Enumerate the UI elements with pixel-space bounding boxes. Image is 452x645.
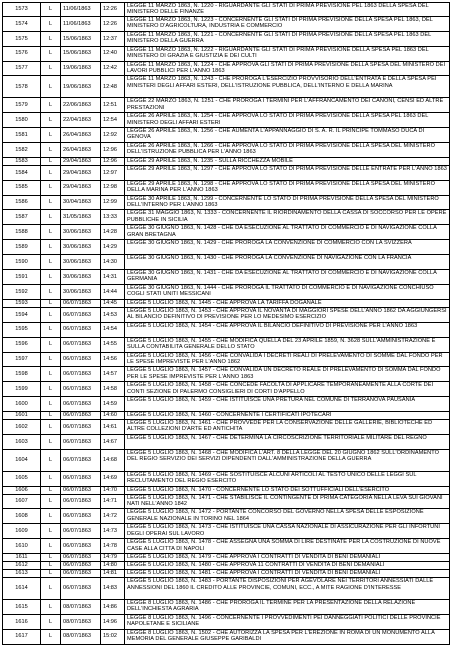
record-title: LEGGE 11 MARZO 1863, N. 1222 - RIGUARDANTE GLI STATI DI PRIMA PREVISIONE DELLA SPESA PEL 1863 DEL MINISTERO DI GRAZIA E GIUSTIZIA E DEI CULTI — [127, 46, 429, 60]
table-row — [2, 509, 450, 524]
record-type: L — [41, 17, 61, 31]
record-type: L — [41, 367, 61, 381]
record-number: 1613 — [3, 570, 41, 577]
record-date: 06/07/1863 — [61, 382, 101, 396]
record-code: 14:58 — [101, 382, 125, 396]
record-date: 06/07/1863 — [61, 367, 101, 381]
record-date: 06/07/1863 — [61, 562, 101, 569]
record-date: 06/07/1863 — [61, 397, 101, 411]
record-code: 14:59 — [101, 397, 125, 411]
table-row — [2, 240, 450, 255]
record-type: L — [41, 76, 61, 97]
record-code: 12:42 — [101, 62, 125, 76]
record-date: 06/07/1863 — [61, 578, 101, 599]
record-date: 29/04/1863 — [61, 166, 101, 180]
record-type: L — [41, 539, 61, 553]
record-number: 1616 — [3, 615, 41, 629]
record-number: 1591 — [3, 270, 41, 284]
table-row — [2, 196, 450, 211]
table-row — [2, 487, 450, 495]
record-date: 30/06/1863 — [61, 225, 101, 239]
record-date: 11/06/1863 — [61, 17, 101, 31]
record-number: 1588 — [3, 225, 41, 239]
record-title: LEGGE 29 APRILE 1863, N. 1297 - CHE APPROVA LO STATO DI PRIMA PREVISIONE DELLE ENTRATE PER L'ANNO 1863 — [127, 165, 447, 172]
record-number: 1610 — [3, 539, 41, 553]
record-date: 06/07/1863 — [61, 420, 101, 434]
table-row — [2, 76, 450, 98]
record-code: 12:40 — [101, 47, 125, 61]
record-type: L — [41, 240, 61, 254]
table-row — [2, 255, 450, 270]
table-row — [2, 562, 450, 570]
record-type: L — [41, 143, 61, 157]
table-row — [2, 382, 450, 397]
record-title: LEGGE 30 GIUGNO 1863, N. 1430 - CHE PROROGA LA CONVENZIONE DI NAVIGAZIONE CON LA FRANCIA — [127, 255, 412, 262]
table-row — [2, 62, 450, 77]
record-number: 1573 — [3, 3, 41, 16]
record-type: L — [41, 113, 61, 127]
table-row — [2, 554, 450, 562]
table-row — [2, 181, 450, 196]
record-type: L — [41, 210, 61, 224]
record-date: 19/06/1863 — [61, 62, 101, 76]
record-number: 1577 — [3, 62, 41, 76]
record-code: 12:48 — [101, 76, 125, 97]
record-code: 12:51 — [101, 98, 125, 112]
record-type: L — [41, 98, 61, 112]
record-type: L — [41, 3, 61, 16]
record-date: 06/07/1863 — [61, 509, 101, 523]
record-type: L — [41, 300, 61, 307]
record-date: 11/06/1863 — [61, 3, 101, 16]
record-date: 26/04/1863 — [61, 128, 101, 142]
record-title: LEGGE 26 APRILE 1863, N. 1266 - CHE APPROVA LO STATO DI PRIMA PREVISIONE DELLA SPESA DEL MINISTERO DELL'ISTRUZIONE PUBBLICA PER L'ANNO 1863 — [127, 142, 436, 156]
record-title: LEGGE 5 LUGLIO 1863, N. 1483 - PORTANTE DISPOSIZIONI PER AGEVOLARE NEI TERRITORI ANNESSIATI DALLE ANNESSIONI DEL 1860 IL CREDITO ALLE PROVINCIE, COMUNI, ECC., A MITE RAGIONE D'INTERESSE — [127, 578, 434, 591]
record-type: L — [41, 196, 61, 210]
record-type: L — [41, 225, 61, 239]
record-code: 14:54 — [101, 323, 125, 337]
table-row — [2, 300, 450, 308]
record-number: 1602 — [3, 420, 41, 434]
record-date: 31/05/1863 — [61, 210, 101, 224]
record-code: 13:33 — [101, 210, 125, 224]
record-title: LEGGE 8 LUGLIO 1863, N. 1486 - CHE PROROGA IL TERMINE PER LA PRESENTAZIONE DELLA RELAZIONE DELL'INCHIESTA AGRARIA — [127, 599, 416, 613]
record-code: 14:44 — [101, 285, 125, 299]
record-number: 1575 — [3, 32, 41, 46]
record-number: 1593 — [3, 300, 41, 307]
record-number: 1612 — [3, 562, 41, 569]
record-title: LEGGE 30 GIUGNO 1863, N. 1444 - CHE PROROGA IL TRATTATO DI COMMERCIO E DI NAVIGAZIONE CONCHIUSO COGLI STATI UNITI MESSICANI — [127, 284, 434, 298]
record-type: L — [41, 487, 61, 494]
record-type: L — [41, 578, 61, 599]
record-number: 1615 — [3, 600, 41, 614]
record-number: 1583 — [3, 158, 41, 165]
record-number: 1582 — [3, 143, 41, 157]
record-date: 06/07/1863 — [61, 435, 101, 449]
record-type: L — [41, 495, 61, 509]
record-code: 15:02 — [101, 630, 125, 644]
record-date: 06/07/1863 — [61, 570, 101, 577]
table-row — [2, 472, 450, 487]
record-number: 1578 — [3, 76, 41, 97]
record-title: LEGGE 8 LUGLIO 1863, N. 1502 - CHE AUTORIZZA LA SPESA PER L'EREZIONE IN ROMA DI UN MONUMENTO ALLA MEMORIA DEL GENERALE GIUSEPPE GARIBALDI — [127, 629, 435, 643]
table-row — [2, 615, 450, 630]
record-date: 06/07/1863 — [61, 450, 101, 471]
record-type: L — [41, 158, 61, 165]
record-number: 1580 — [3, 113, 41, 127]
record-title: LEGGE 5 LUGLIO 1863, N. 1471 - CHE STABILISCE IL CONTINGENTE DI PRIMA CATEGORIA NELLA LEVA SUI GIOVANI NATI NELL'ANNO 1842 — [127, 494, 443, 507]
record-date: 30/06/1863 — [61, 255, 101, 269]
table-row — [2, 630, 450, 645]
record-code: 14:57 — [101, 367, 125, 381]
table-row — [2, 17, 450, 32]
record-code: 14:67 — [101, 435, 125, 449]
record-date: 06/07/1863 — [61, 353, 101, 367]
record-number: 1605 — [3, 472, 41, 486]
record-number: 1608 — [3, 509, 41, 523]
record-code: 14:83 — [101, 578, 125, 599]
record-title: LEGGE 30 APRILE 1863, N. 1299 - CONCERNENTE LO STATO DI PRIMA PREVISIONE DELLA SPESA DEL MINISTERO DELL'INTERNO PER L'ANNO 1863 — [127, 195, 439, 208]
record-title: LEGGE 5 LUGLIO 1863, N. 1468 - CHE MODIFICA L'ART. 8 DELLA LEGGE DEL 20 GIUGNO 1862 SULL'ORDINAMENTO DEL REGIO SERVIZIO DEI SERVIZI DIPENDENTI DALL'AMMINISTRAZIONE DELLA GUERRA — [127, 449, 440, 463]
record-number: 1603 — [3, 435, 41, 449]
record-title: LEGGE 29 APRILE 1863, N. 1298 - CHE APPROVA LO STATO DI PRIMA PREVISIONE DELLA SPESA DEL MINISTERO DELLA MARINA PER L'ANNO 1863 — [127, 180, 436, 194]
record-code: 14:30 — [101, 255, 125, 269]
record-type: L — [41, 32, 61, 46]
record-date: 15/06/1863 — [61, 47, 101, 61]
record-code: 14:79 — [101, 554, 125, 561]
table-row — [2, 412, 450, 420]
record-title: LEGGE 5 LUGLIO 1863, N. 1460 - CONCERNENTE I CERTIFICATI IPOTECARI — [127, 412, 332, 419]
record-code: 14:81 — [101, 570, 125, 577]
record-date: 30/06/1863 — [61, 240, 101, 254]
record-number: 1614 — [3, 578, 41, 599]
record-type: L — [41, 128, 61, 142]
record-number: 1600 — [3, 397, 41, 411]
table-row — [2, 308, 450, 323]
record-number: 1604 — [3, 450, 41, 471]
table-row — [2, 143, 450, 158]
record-number: 1587 — [3, 210, 41, 224]
record-code: 14:45 — [101, 300, 125, 307]
table-row — [2, 158, 450, 166]
record-code: 14:69 — [101, 472, 125, 486]
table-row — [2, 420, 450, 435]
record-title: LEGGE 5 LUGLIO 1863, N. 1472 - PORTANTE CONCORSO DEL GOVERNO NELLA SPESA DELLE ESPOSIZIONE GENERALE NAZIONALE IN TORINO NEL 1864 — [127, 509, 424, 522]
record-title: LEGGE 30 GIUGNO 1863, N. 1431 - CHE DA ESECUZIONE AL TRATTATO DI COMMERCIO E DI NAVIGAZIONE COLLA GERMANIA — [127, 270, 437, 283]
record-code: 14:61 — [101, 420, 125, 434]
table-row — [2, 353, 450, 368]
record-code: 12:98 — [101, 181, 125, 195]
record-title: LEGGE 11 MARZO 1863, N. 1220 - RIGUARDANTE GLI STATI DI PRIMA PREVISIONE PEL 1863 DELLA SPESA DEL MINISTERO DELLE FINANZE — [127, 3, 429, 16]
table-row — [2, 2, 450, 17]
record-number: 1574 — [3, 17, 41, 31]
record-title: LEGGE 11 MARZO 1863, N. 1224 - CHE APPROVA GLI STATI DI PRIMA PREVISIONE DELLA SPESA DEL MINISTERO DEI LAVORI PUBBLICI PER L'ANNO 1863 — [127, 61, 446, 74]
record-number: 1585 — [3, 181, 41, 195]
record-date: 30/06/1863 — [61, 270, 101, 284]
record-type: L — [41, 338, 61, 352]
record-date: 06/07/1863 — [61, 338, 101, 352]
table-row — [2, 539, 450, 554]
record-title: LEGGE 31 MAGGIO 1863, N. 1333 - CONCERNENTE IL RIORDINAMENTO DELLA CASSA DI SOCCORSO PER LE OPERE PUBBLICHE IN SICILIA — [127, 210, 447, 223]
record-title: LEGGE 11 MARZO 1863, N. 1221 - CONCERNENTE GLI STATI DI PRIMA PREVISIONE DELLA SPESA PEL 1863 DEL MINISTERO DELLA GUERRA — [127, 31, 432, 45]
record-date: 08/07/1863 — [61, 630, 101, 644]
record-title: LEGGE 5 LUGLIO 1863, N. 1478 - CHE ASSEGNA UNA SOMMA DI LIRE DESTINATE PER LA COSTRUZIONE DI NUOVE CASE ALLA CITTA DI NAPOLI — [127, 539, 441, 552]
record-title: LEGGE 30 GIUGNO 1863, N. 1428 - CHE DA ESECUZIONE AL TRATTATO DI COMMERCIO E DI NAVIGAZIONE COLLA GRAN BRETAGNA — [127, 225, 437, 238]
record-type: L — [41, 323, 61, 337]
record-title: LEGGE 11 MARZO 1863, N. 1243 - CHE PROROGA L'ESERCIZIO PROVVISORIO DELL'ENTRATA E DELLA SPESA PEI MINISTERI DEGLI AFFARI ESTERI, DELL'ISTRUZIONE PUBBLICA, DELL'INTERNO E DELLA MARINA — [127, 76, 437, 89]
record-code: 12:96 — [101, 158, 125, 165]
table-row — [2, 32, 450, 47]
table-row — [2, 210, 450, 225]
record-title: LEGGE 29 APRILE 1863, N. 1235 - SULLA RICCHEZZA MOBILE — [127, 157, 293, 164]
record-title: LEGGE 30 GIUGNO 1863, N. 1429 - CHE PROROGA LA CONVENZIONE DI COMMERCIO CON LA SVIZZERA — [127, 240, 412, 247]
record-number: 1599 — [3, 382, 41, 396]
record-code: 14:86 — [101, 600, 125, 614]
record-title: LEGGE 5 LUGLIO 1863, N. 1479 - CHE APPROVA I CONTRATTI DI VENDITA DI BENI DEMANIALI — [127, 554, 381, 561]
table-row — [2, 495, 450, 510]
record-number: 1581 — [3, 128, 41, 142]
record-type: L — [41, 435, 61, 449]
record-date: 30/04/1863 — [61, 196, 101, 210]
record-number: 1601 — [3, 412, 41, 419]
record-date: 06/07/1863 — [61, 524, 101, 538]
record-title: LEGGE 5 LUGLIO 1863, N. 1445 - CHE APPROVA LA TARIFFA DOGANALE — [127, 299, 322, 306]
record-type: L — [41, 472, 61, 486]
record-code: 14:80 — [101, 562, 125, 569]
record-title: LEGGE 5 LUGLIO 1863, N. 1456 - CHE CONVALIDA I DECRETI REALI DI PRELEVAMENTO DI SOMME DAL FONDO PER LE SPESE IMPREVISTE PER L'ANNO 1862 — [127, 352, 443, 365]
record-type: L — [41, 524, 61, 538]
record-date: 06/07/1863 — [61, 472, 101, 486]
record-number: 1590 — [3, 255, 41, 269]
record-code: 14:56 — [101, 353, 125, 367]
record-number: 1606 — [3, 487, 41, 494]
record-date: 08/07/1863 — [61, 615, 101, 629]
record-title: LEGGE 11 MARZO 1863, N. 1223 - CONCERNENTE GLI STATI DI PRIMA PREVISIONE DELLA SPESA PEL 1863, DEL MINISTERO D'AGRICOLTURA, INDUSTRIA E COMMERCIO — [127, 16, 433, 30]
record-title: LEGGE 5 LUGLIO 1863, N. 1470 - CONCERNENTE LO STATO DEI SOTTUFFICIALI DELL'ESERCITO — [127, 486, 390, 493]
record-type: L — [41, 450, 61, 471]
table-row — [2, 98, 450, 113]
record-code: 12:26 — [101, 17, 125, 31]
record-code: 14:73 — [101, 524, 125, 538]
record-code: 14:70 — [101, 487, 125, 494]
record-title: LEGGE 5 LUGLIO 1863, N. 1481 - CHE APPROVA I CONTRATTI DI VENDITA DI BENI DEMANIALI — [127, 570, 381, 577]
record-date: 08/07/1863 — [61, 600, 101, 614]
record-type: L — [41, 285, 61, 299]
record-date: 06/07/1863 — [61, 539, 101, 553]
record-title: LEGGE 5 LUGLIO 1863, N. 1454 - CHE APPROVA IL BILANCIO DEFINITIVO DI PREVISIONE PER L'ANNO 1863 — [127, 322, 418, 329]
record-code: 14:53 — [101, 308, 125, 322]
record-code: 12:99 — [101, 196, 125, 210]
table-row — [2, 113, 450, 128]
record-number: 1592 — [3, 285, 41, 299]
record-title: LEGGE 22 MARZO 1863, N. 1251 - CHE PROROGA I TERMINI PER L'AFFRANCAMENTO DEI CANONI, CENSI ED ALTRE PRESTAZIONI — [127, 98, 444, 111]
record-type: L — [41, 562, 61, 569]
record-code: 14:28 — [101, 225, 125, 239]
record-type: L — [41, 353, 61, 367]
record-code: 14:31 — [101, 270, 125, 284]
record-type: L — [41, 615, 61, 629]
record-date: 06/07/1863 — [61, 412, 101, 419]
record-title: LEGGE 5 LUGLIO 1863, N. 1458 - CHE CONCEDE FACOLTA DI APPLICARE TEMPORANEAMENTE ALLA CORTE DEI CONTI SEZIONE DI PALERMO CONSIGLIERI DI CORTI D'APPELLO — [127, 382, 434, 395]
table-row — [2, 435, 450, 450]
table-row — [2, 166, 450, 181]
record-code: 12:54 — [101, 113, 125, 127]
record-number: 1589 — [3, 240, 41, 254]
record-date: 22/06/1863 — [61, 98, 101, 112]
record-number: 1595 — [3, 323, 41, 337]
table-row — [2, 285, 450, 300]
record-code: 12:96 — [101, 143, 125, 157]
record-type: L — [41, 308, 61, 322]
record-type: L — [41, 166, 61, 180]
record-date: 15/06/1863 — [61, 32, 101, 46]
record-number: 1607 — [3, 495, 41, 509]
record-type: L — [41, 382, 61, 396]
table-row — [2, 450, 450, 472]
record-code: 14:72 — [101, 509, 125, 523]
record-type: L — [41, 600, 61, 614]
table-row — [2, 397, 450, 412]
record-number: 1586 — [3, 196, 41, 210]
table-row — [2, 338, 450, 353]
record-code: 14:78 — [101, 539, 125, 553]
record-title: LEGGE 5 LUGLIO 1863, N. 1459 - CHE ISTITUISCE UNA PRETURA NEL COMUNE DI TERRANOVA PAUSANIA — [127, 397, 416, 404]
record-number: 1576 — [3, 47, 41, 61]
table-row — [2, 128, 450, 143]
record-title: LEGGE 5 LUGLIO 1863, N. 1453 - CHE APPROVA IL NOVANTA DI MAGGIORI SPESE DELL'ANNO 1862 DA AGGIUNGERSI AL BILANCIO DEFINITIVO DI PREVISIONE PER LO MEDESIMO ESERCIZIO — [127, 307, 447, 321]
record-code: 14:60 — [101, 412, 125, 419]
record-type: L — [41, 420, 61, 434]
record-code: 12:97 — [101, 166, 125, 180]
record-date: 30/06/1863 — [61, 285, 101, 299]
record-number: 1617 — [3, 630, 41, 644]
table-row — [2, 524, 450, 539]
record-code: 12:26 — [101, 3, 125, 16]
table-row — [2, 600, 450, 615]
record-type: L — [41, 270, 61, 284]
record-number: 1579 — [3, 98, 41, 112]
table-row — [2, 323, 450, 338]
record-type: L — [41, 412, 61, 419]
record-type: L — [41, 509, 61, 523]
records-table — [2, 2, 450, 645]
record-code: 12:92 — [101, 128, 125, 142]
record-type: L — [41, 397, 61, 411]
record-number: 1597 — [3, 353, 41, 367]
record-title: LEGGE 5 LUGLIO 1863, N. 1469 - CHE SOSTITUISCE ALCUNI ARTICOLI AL TESTO UNICO DELLE LEGGI SUL RECLUTAMENTO DEL REGIO ESERCITO — [127, 471, 417, 485]
record-number: 1596 — [3, 338, 41, 352]
record-number: 1584 — [3, 166, 41, 180]
record-type: L — [41, 570, 61, 577]
record-number: 1611 — [3, 554, 41, 561]
table-row — [2, 270, 450, 285]
table-row — [2, 578, 450, 600]
record-date: 29/04/1863 — [61, 181, 101, 195]
record-code: 14:55 — [101, 338, 125, 352]
record-type: L — [41, 554, 61, 561]
record-title: LEGGE 5 LUGLIO 1863, N. 1480 - CHE APPROVA 11 CONTRATTI DI VENDITA DI BENI DEMANIALI — [127, 562, 385, 569]
table-row — [2, 47, 450, 62]
record-title: LEGGE 5 LUGLIO 1863, N. 1467 - CHE DETERMINA LA CIRCOSCRIZIONE TERRITORIALE MILITARE DEL REGNO — [127, 434, 427, 441]
record-type: L — [41, 630, 61, 644]
record-title: LEGGE 8 LUGLIO 1863, N. 1496 - CONCERNENTE I PROVVEDIMENTI PEI DANNEGGIATI POLITICI DELLE PROVINCIE NAPOLETANE E SICILIANE — [127, 614, 441, 628]
record-code: 14:68 — [101, 450, 125, 471]
record-date: 06/07/1863 — [61, 487, 101, 494]
record-title: LEGGE 26 APRILE 1863, N. 1256 - CHE AUMENTA L'APPANNAGGIO DI S. A. R. IL PRINCIPE TOMMASO DUCA DI GENOVA — [127, 128, 425, 141]
record-type: L — [41, 255, 61, 269]
record-type: L — [41, 62, 61, 76]
record-code: 14:96 — [101, 615, 125, 629]
record-code: 14:71 — [101, 495, 125, 509]
record-date: 19/06/1863 — [61, 76, 101, 97]
record-title: LEGGE 5 LUGLIO 1863, N. 1457 - CHE CONVALIDA UN DECRETO REALE DI PRELEVAMENTO DI SOMMA DAL FONDO PER LE SPESE IMPREVISTE PER L'ANNO 1863 — [127, 367, 441, 380]
record-date: 06/07/1863 — [61, 308, 101, 322]
record-number: 1594 — [3, 308, 41, 322]
record-title: LEGGE 26 APRILE 1863, N. 1254 - CHE APPROVA LO STATO DI PRIMA PREVISIONE DELLA SPESA PEL 1863 DEL MINISTERO DEGLI AFFARI ESTERI — [127, 113, 429, 126]
record-title: LEGGE 5 LUGLIO 1863, N. 1455 - CHE MODIFICA QUELLA DEL 23 APRILE 1859, N. 3628 SULL'AMMINISTRAZIONE E SULLA CONTABILITA GENERALE DELLO STATO — [127, 337, 436, 351]
record-code: 14:29 — [101, 240, 125, 254]
record-number: 1609 — [3, 524, 41, 538]
record-date: 06/07/1863 — [61, 554, 101, 561]
record-type: L — [41, 47, 61, 61]
table-row — [2, 367, 450, 382]
record-number: 1598 — [3, 367, 41, 381]
record-title: LEGGE 5 LUGLIO 1863, N. 1473 - CHE ISTITUISCE UNA CASSA NAZIONALE DI ASSICURAZIONE PER GLI INFORTUNI DEGLI OPERAI SUL LAVORO — [127, 524, 440, 537]
table-row — [2, 570, 450, 578]
record-date: 26/04/1863 — [61, 143, 101, 157]
record-date: 06/07/1863 — [61, 495, 101, 509]
record-type: L — [41, 181, 61, 195]
record-date: 29/04/1863 — [61, 158, 101, 165]
record-date: 22/04/1863 — [61, 113, 101, 127]
record-title: LEGGE 5 LUGLIO 1863, N. 1461 - CHE PROVVEDE PER LA CONSERVAZIONE DELLE GALLERIE, BIBLIOTECHE ED ALTRE COLLEZIONI D'ARTE ED ANTICHITA — [127, 420, 433, 433]
record-date: 06/07/1863 — [61, 300, 101, 307]
record-date: 06/07/1863 — [61, 323, 101, 337]
record-code: 12:37 — [101, 32, 125, 46]
table-row — [2, 225, 450, 240]
